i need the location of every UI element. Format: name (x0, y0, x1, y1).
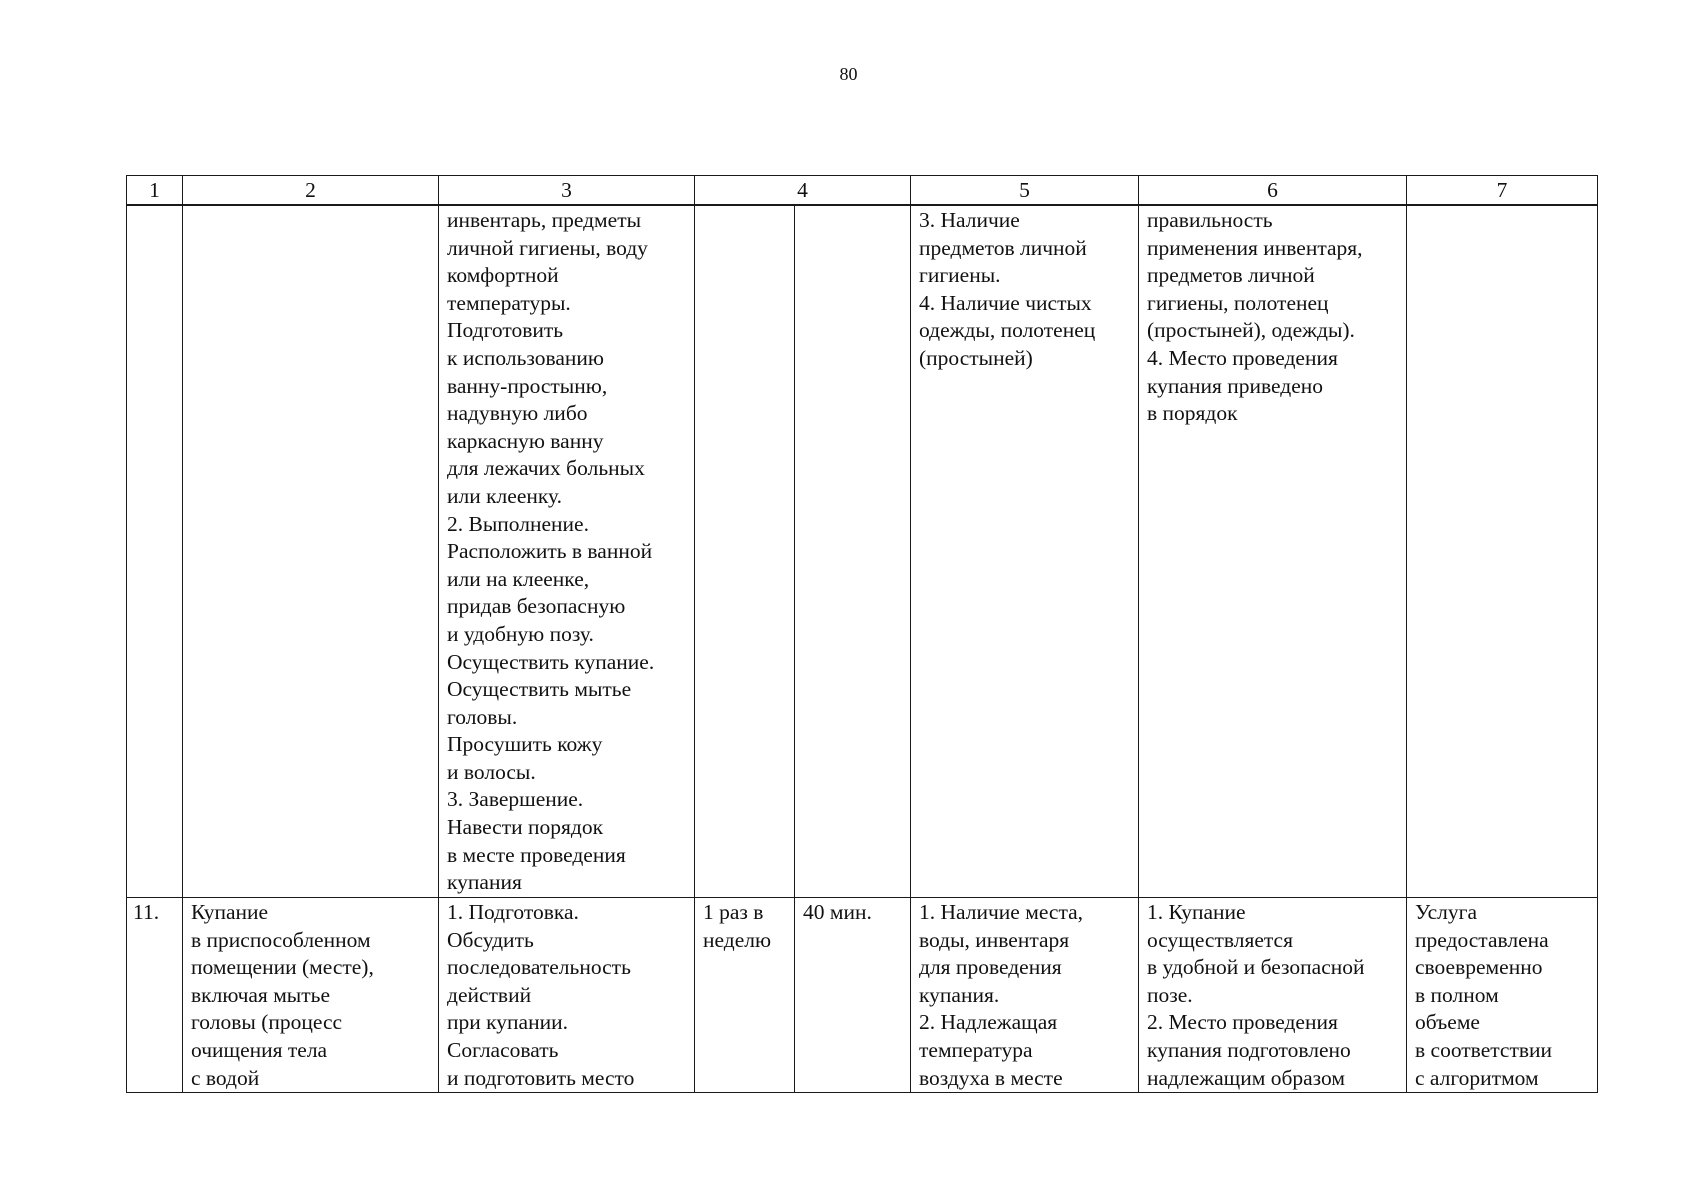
result-cell (1407, 205, 1598, 898)
conditions-cell: 1. Наличие места, воды, инвентаря для проведения купания. 2. Надлежащая температура воздуха в месте (911, 898, 1139, 1093)
header-col-5: 5 (911, 176, 1139, 206)
header-col-3: 3 (439, 176, 695, 206)
duration-cell (795, 205, 911, 898)
quality-indicators-cell: 1. Купание осуществляется в удобной и безопасной позе. 2. Место проведения купания подготовлено надлежащим образом (1139, 898, 1407, 1093)
column-number-header-row (127, 176, 1598, 206)
service-content-cell: инвентарь, предметы личной гигиены, воду комфортной температуры. Подготовить к использованию ванну-простыню, надувную либо каркасную ванну для лежачих больных или клеенку. 2. Выполнение. Расположить в ванной или на клеенке, придав безопасную и удобную позу. Осуществить купание. Осуществить мытье головы. Просушить кожу и волосы. 3. Завершение. Навести порядок в месте проведения купания (439, 205, 695, 898)
table-row (127, 205, 1598, 898)
duration-cell: 40 мин. (795, 898, 911, 1093)
service-name-cell: Купание в приспособленном помещении (месте), включая мытье головы (процесс очищения тела с водой (183, 898, 439, 1093)
page-number: 80 (839, 64, 858, 84)
service-name-cell (183, 205, 439, 898)
quality-indicators-cell: правильность применения инвентаря, предметов личной гигиены, полотенец (простыней), одежды). 4. Место проведения купания приведено в порядок (1139, 205, 1407, 898)
header-col-4: 4 (695, 176, 911, 206)
header-col-7: 7 (1407, 176, 1598, 206)
row-number-cell: 11. (127, 898, 183, 1093)
result-cell: Услуга предоставлена своевременно в полном объеме в соответствии с алгоритмом (1407, 898, 1598, 1093)
header-col-1: 1 (127, 176, 183, 206)
service-content-cell: 1. Подготовка. Обсудить последовательность действий при купании. Согласовать и подготовить место (439, 898, 695, 1093)
row-number-cell (127, 205, 183, 898)
table-row (127, 898, 1598, 1093)
conditions-cell: 3. Наличие предметов личной гигиены. 4. Наличие чистых одежды, полотенец (простыней) (911, 205, 1139, 898)
frequency-cell (695, 205, 795, 898)
header-col-2: 2 (183, 176, 439, 206)
header-col-6: 6 (1139, 176, 1407, 206)
frequency-cell: 1 раз в неделю (695, 898, 795, 1093)
services-table (126, 175, 1598, 1093)
